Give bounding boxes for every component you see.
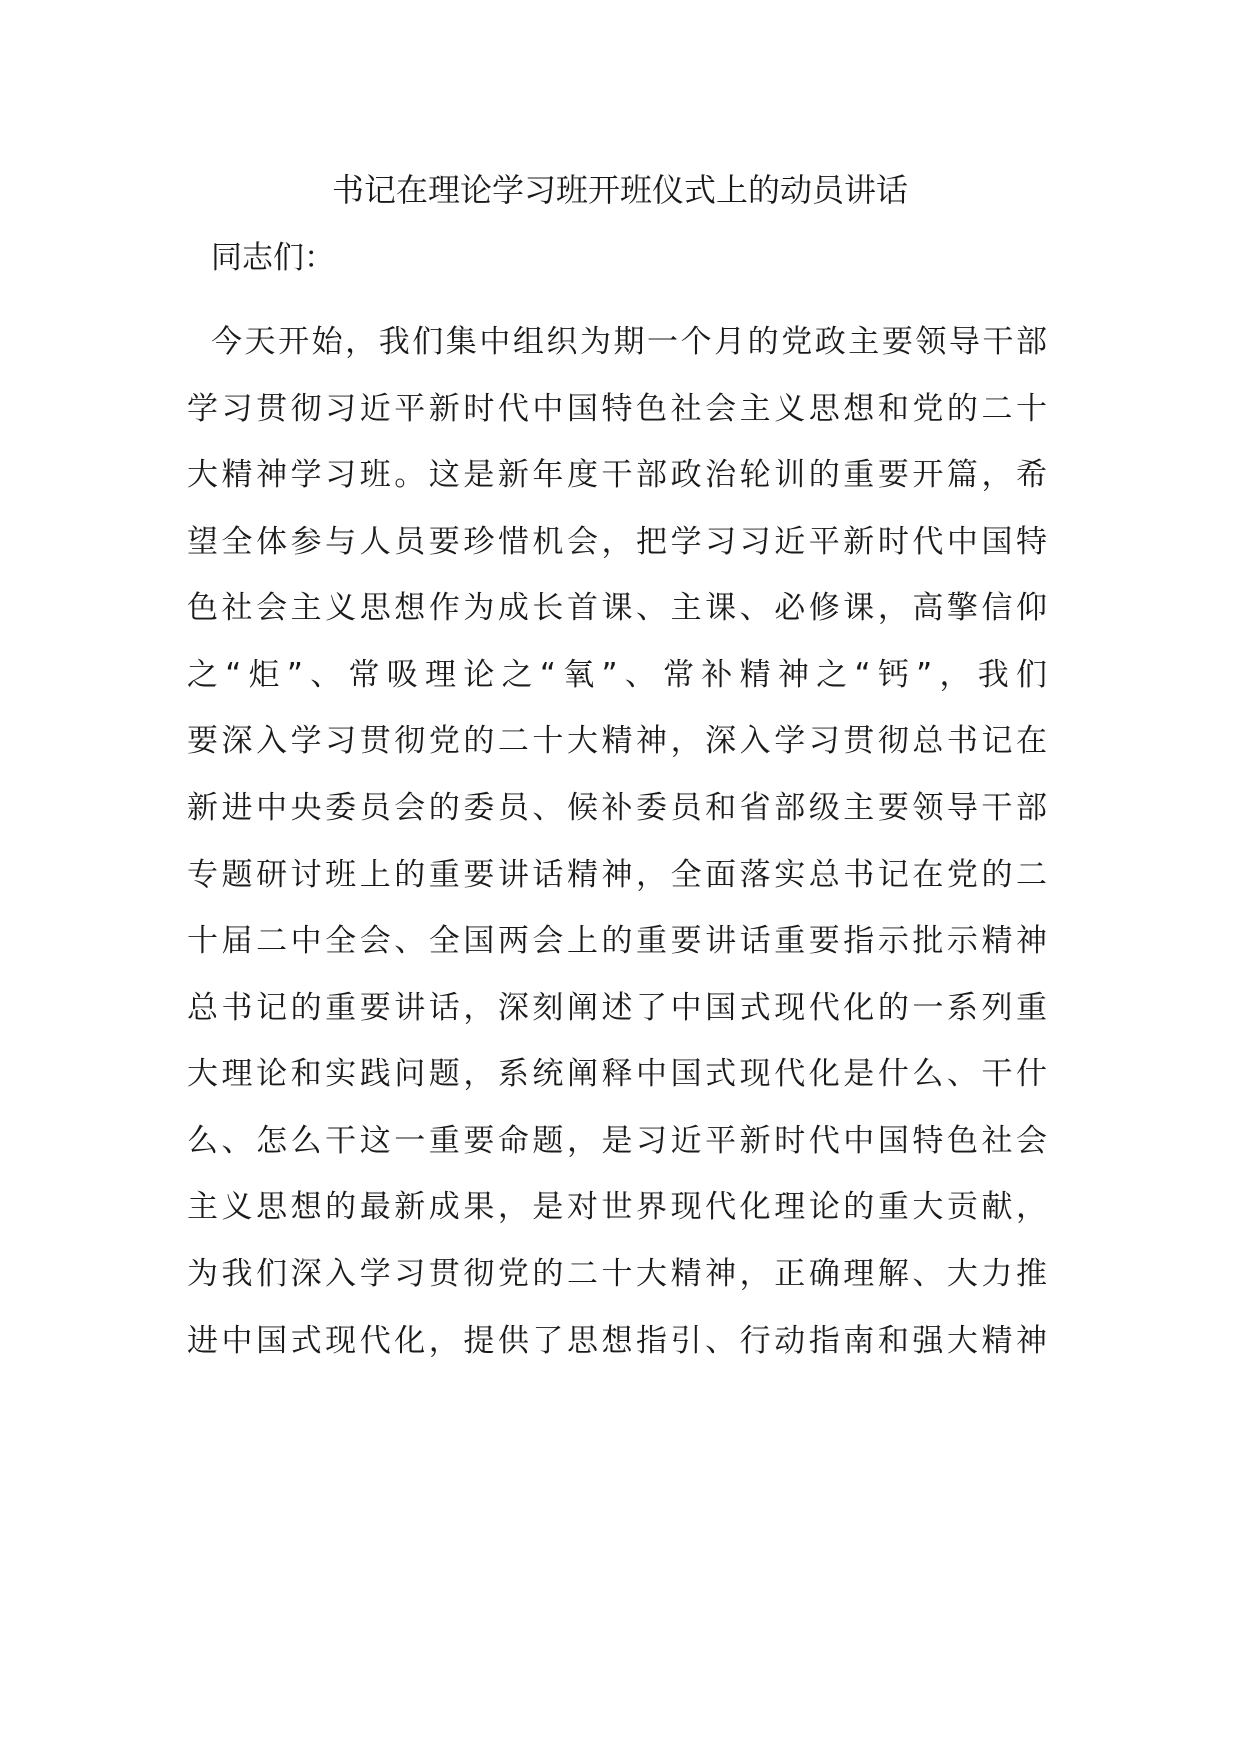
body-line: 要深入学习贯彻党的二十大精神，深入学习贯彻总书记在 [187,723,1047,759]
salutation: 同志们： [211,240,335,276]
body-line: 进中国式现代化，提供了思想指引、行动指南和强大精神 [187,1323,1047,1359]
body-line: 今天开始，我们集中组织为期一个月的党政主要领导干部 [211,324,1047,360]
body-line: 么、怎么干这一重要命题，是习近平新时代中国特色社会 [187,1123,1047,1159]
document-title: 书记在理论学习班开班仪式上的动员讲话 [331,171,908,209]
body-line: 之“炬”、常吸理论之“氧”、常补精神之“钙”，我们 [187,657,1047,693]
body-line: 专题研讨班上的重要讲话精神，全面落实总书记在党的二 [187,857,1047,893]
body-line: 总书记的重要讲话，深刻阐述了中国式现代化的一系列重 [187,990,1047,1026]
body-line: 学习贯彻习近平新时代中国特色社会主义思想和党的二十 [187,391,1047,427]
body-line: 新进中央委员会的委员、候补委员和省部级主要领导干部 [187,790,1047,826]
body-line: 大理论和实践问题，系统阐释中国式现代化是什么、干什 [187,1056,1047,1092]
body-line: 望全体参与人员要珍惜机会，把学习习近平新时代中国特 [187,524,1047,560]
body-line: 为我们深入学习贯彻党的二十大精神，正确理解、大力推 [187,1256,1047,1292]
body-line: 色社会主义思想作为成长首课、主课、必修课，高擎信仰 [187,590,1047,626]
body-line: 十届二中全会、全国两会上的重要讲话重要指示批示精神 [187,923,1047,959]
body-line: 主义思想的最新成果，是对世界现代化理论的重大贡献， [187,1189,1047,1225]
body-line: 大精神学习班。这是新年度干部政治轮训的重要开篇，希 [187,457,1047,493]
